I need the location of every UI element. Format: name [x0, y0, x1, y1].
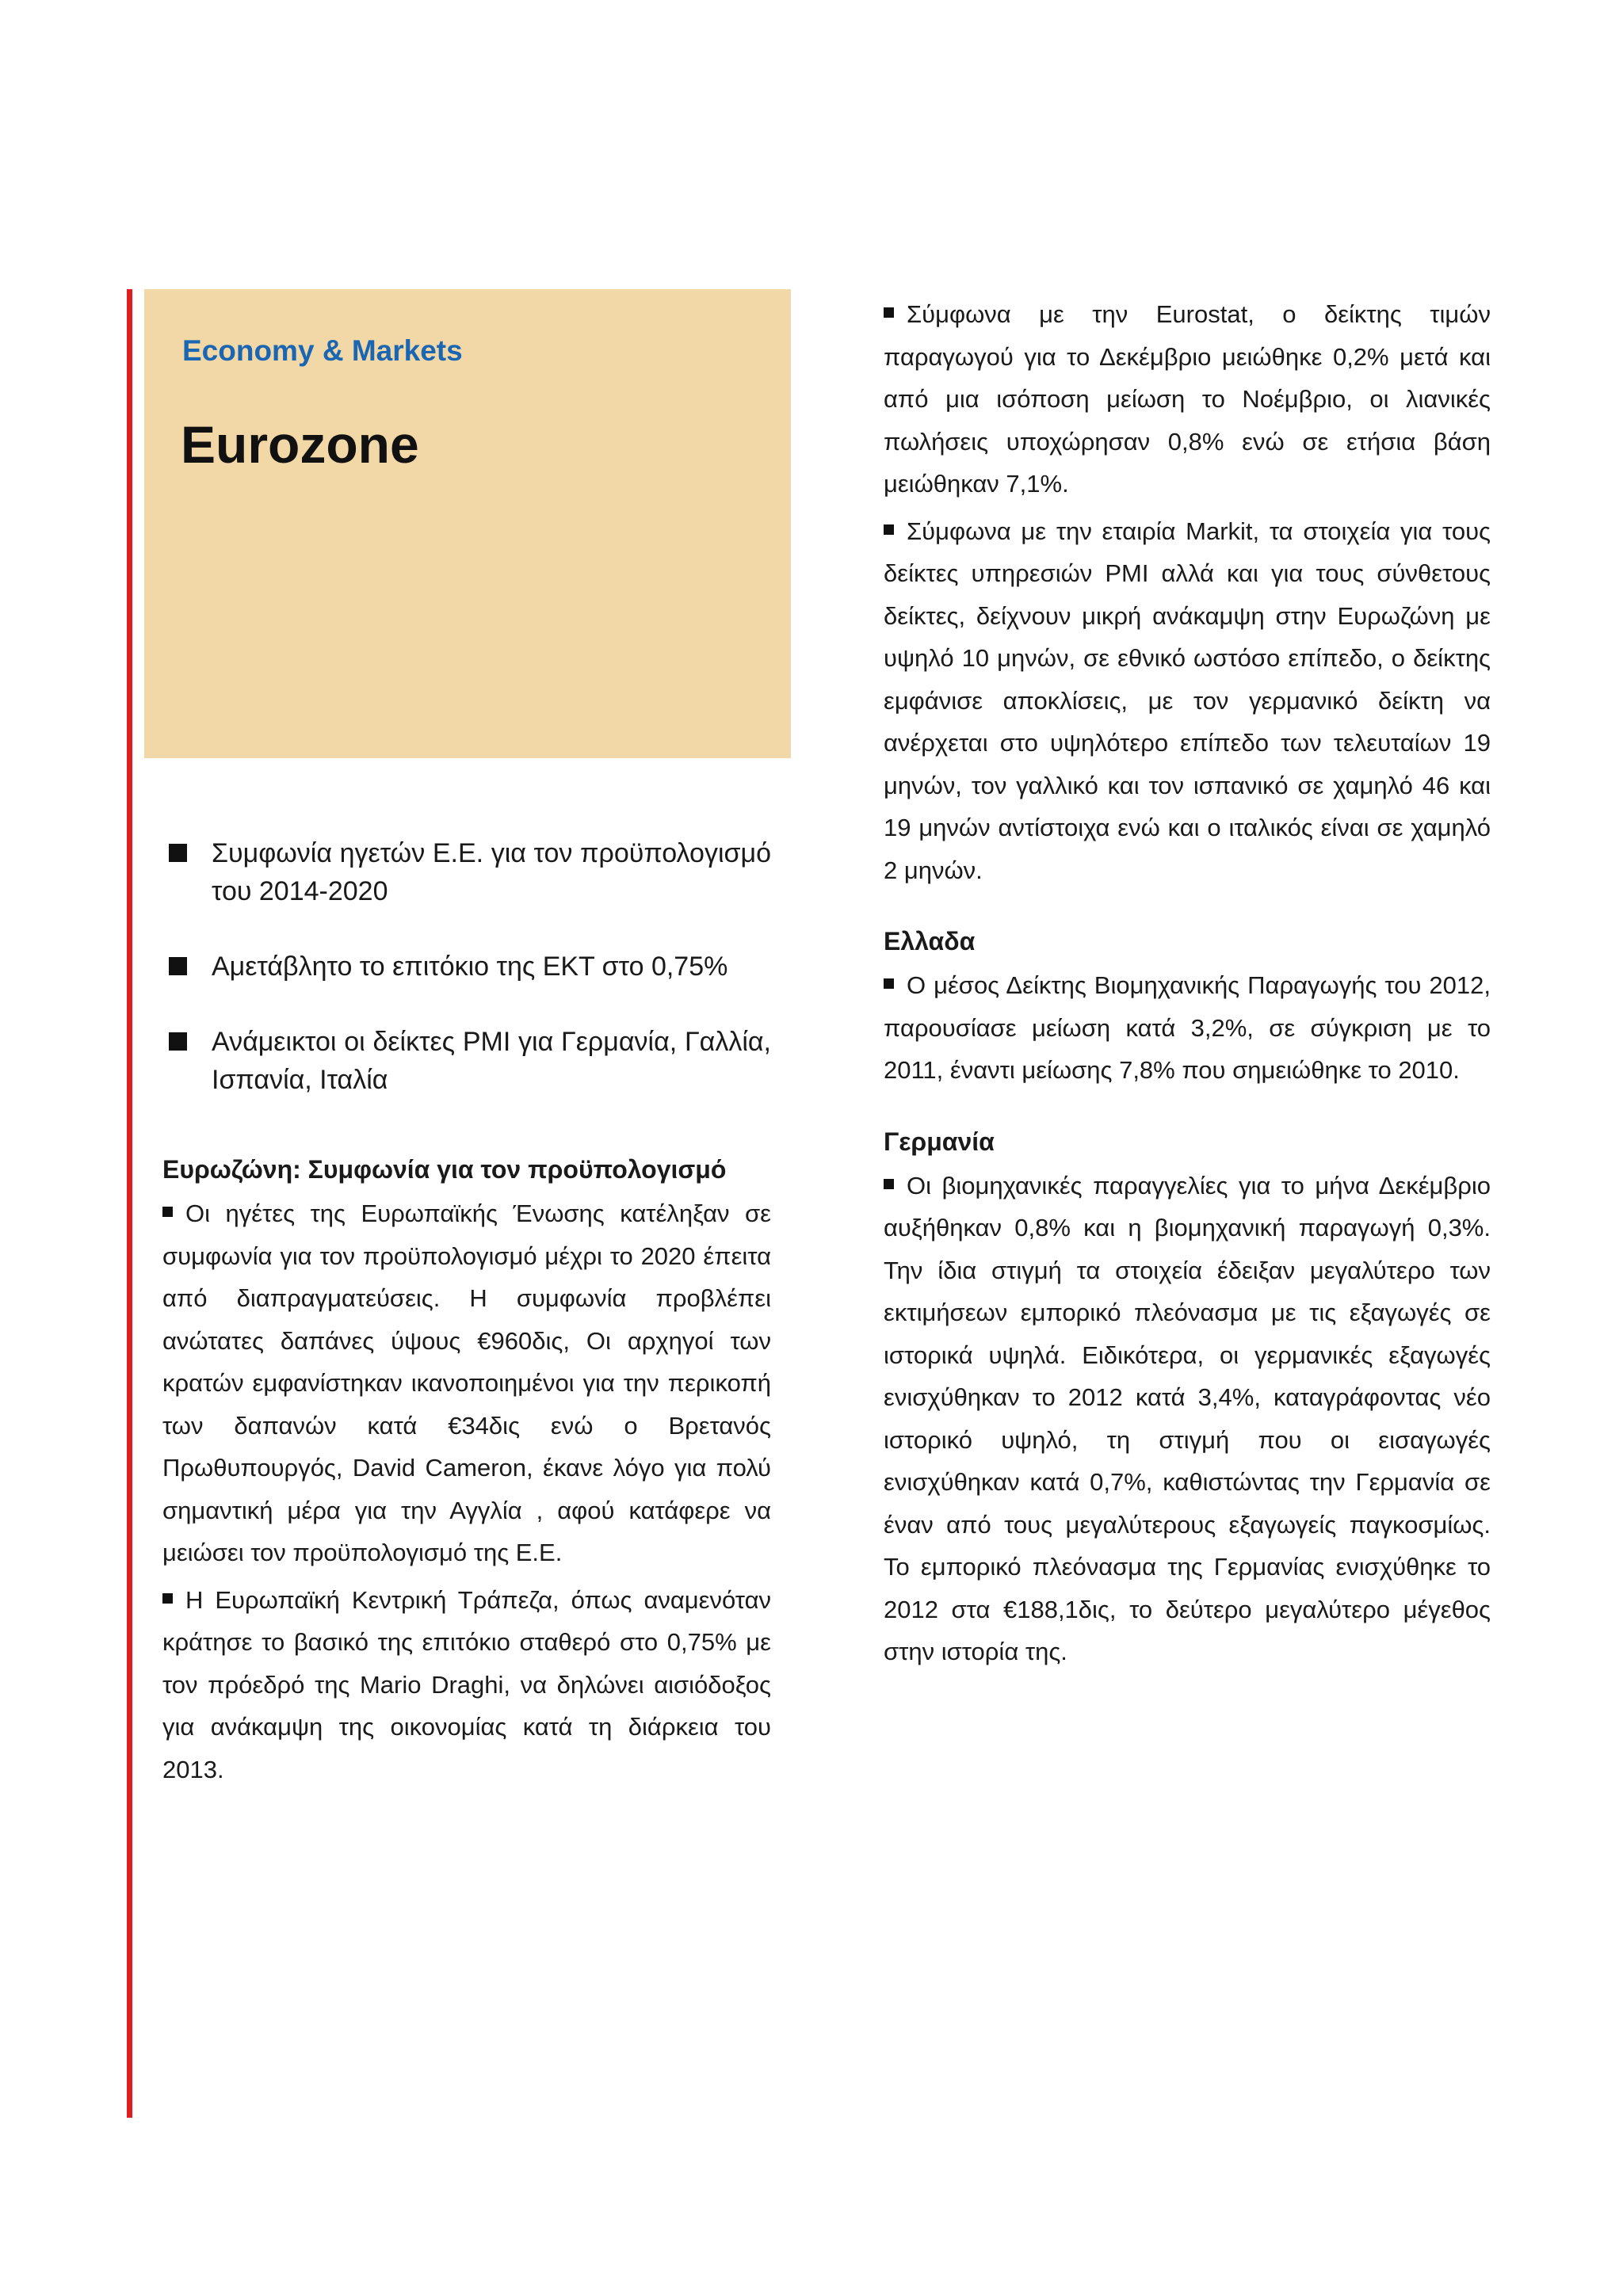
square-bullet-icon: [169, 957, 187, 975]
header-box: [144, 289, 791, 758]
paragraph-text: Ο μέσος Δείκτης Βιομηχανικής Παραγωγής του 2012, παρουσίασε μείωση κατά 3,2%, σε σύγκριση με το 2011, έναντι μείωσης 7,8% που σημειώθηκε το 2010.: [884, 971, 1491, 1084]
paragraph-text: Σύμφωνα με την εταιρία Markit, τα στοιχεία για τους δείκτες υπηρεσιών PMI αλλά και για τους σύνθετους δείκτες, δείχνουν μικρή ανάκαμψη στην Ευρωζώνη με υψηλό 10 μηνών, σε εθνικό ωστόσο επίπεδο, ο δείκτης εμφάνισε αποκλίσεις, με τον γερμανικό δείκτη να ανέρχεται στο υψηλότερο επίπεδο των τελευταίων 19 μηνών, τον γαλλικό και τον ισπανικό σε χαμηλό 46 και 19 μηνών αντίστοιχα ενώ και ο ιταλικός είναι σε χαμηλό 2 μηνών.: [884, 517, 1491, 884]
small-square-bullet-icon: [884, 307, 894, 318]
greece-paragraph: [884, 964, 1491, 1092]
germany-heading: Γερμανία: [884, 1127, 995, 1156]
left-accent-rule: [127, 289, 132, 2118]
square-bullet-icon: [169, 1032, 187, 1051]
highlight-item: [162, 834, 771, 910]
eurostat-paragraph: [884, 293, 1491, 505]
eurozone-paragraph: [162, 1579, 771, 1791]
small-square-bullet-icon: [884, 978, 894, 989]
left-column: [162, 834, 771, 1795]
highlight-item: [162, 1023, 771, 1099]
highlight-item: [162, 948, 771, 986]
highlights-list: [162, 834, 771, 1099]
markit-paragraph: [884, 510, 1491, 892]
eurozone-paragraph: [162, 1192, 771, 1574]
section-tag: Economy & Markets: [182, 334, 463, 367]
greece-heading: Ελλαδα: [884, 927, 976, 955]
small-square-bullet-icon: [884, 1179, 894, 1189]
small-square-bullet-icon: [162, 1593, 173, 1604]
eurozone-heading: Ευρωζώνη: Συμφωνία για τον προϋπολογισμό: [162, 1155, 727, 1184]
highlight-text: Ανάμεικτοι οι δείκτες PMI για Γερμανία, Γαλλία, Ισπανία, Ιταλία: [212, 1027, 771, 1095]
square-bullet-icon: [169, 844, 187, 862]
paragraph-text: Σύμφωνα με την Eurostat, ο δείκτης τιμών παραγωγού για το Δεκέμβριο μειώθηκε 0,2% μετά και από μια ισόποση μείωση το Νοέμβριο, οι λιανικές πωλήσεις υποχώρησαν 0,8% ενώ σε ετήσια βάση μειώθηκαν 7,1%.: [884, 300, 1491, 498]
paragraph-text: Οι ηγέτες της Ευρωπαϊκής Ένωσης κατέληξαν σε συμφωνία για τον προϋπολογισμό μέχρι το 2020 έπειτα από διαπραγματεύσεις. Η συμφωνία προβλέπει ανώτατες δαπάνες ύψους €960δις, Οι αρχηγοί των κρατών εμφανίστηκαν ικανοποιημένοι για την περικοπή των δαπανών κατά €34δις ενώ ο Βρετανός Πρωθυπουργός, David Cameron, έκανε λόγο για πολύ σημαντική μέρα για την Αγγλία , αφού κατάφερε να μειώσει τον προϋπολογισμό της Ε.Ε.: [162, 1199, 771, 1566]
paragraph-text: Η Ευρωπαϊκή Κεντρική Τράπεζα, όπως αναμενόταν κράτησε το βασικό της επιτόκιο σταθερό στο 0,75% με τον πρόεδρό της Mario Draghi, να δηλώνει αισιόδοξος για ανάκαμψη της οικονομίας κατά τη διάρκεια του 2013.: [162, 1585, 771, 1783]
highlight-text: Αμετάβλητο το επιτόκιο της ΕΚΤ στο 0,75%: [212, 952, 728, 982]
small-square-bullet-icon: [162, 1207, 173, 1217]
page-title: Eurozone: [181, 415, 419, 474]
small-square-bullet-icon: [884, 524, 894, 535]
paragraph-text: Οι βιομηχανικές παραγγελίες για το μήνα Δεκέμβριο αυξήθηκαν 0,8% και η βιομηχανική παραγωγή 0,3%. Την ίδια στιγμή τα στοιχεία έδειξαν μεγαλύτερο των εκτιμήσεων εμπορικό πλεόνασμα με τις εξαγωγές σε ιστορικά υψηλά. Ειδικότερα, οι γερμανικές εξαγωγές ενισχύθηκαν το 2012 κατά 3,4%, καταγράφοντας νέο ιστορικό υψηλό, τη στιγμή που οι εισαγωγές ενισχύθηκαν κατά 0,7%, καθιστώντας την Γερμανία σε έναν από τους μεγαλύτερους εξαγωγείς παγκοσμίως. Το εμπορικό πλεόνασμα της Γερμανίας ενισχύθηκε το 2012 στα €188,1δις, το δεύτερο μεγαλύτερο μέγεθος στην ιστορία της.: [884, 1171, 1491, 1665]
germany-paragraph: [884, 1165, 1491, 1673]
highlight-text: Συμφωνία ηγετών Ε.Ε. για τον προϋπολογισμό του 2014-2020: [212, 838, 771, 906]
right-column: [884, 293, 1491, 1678]
